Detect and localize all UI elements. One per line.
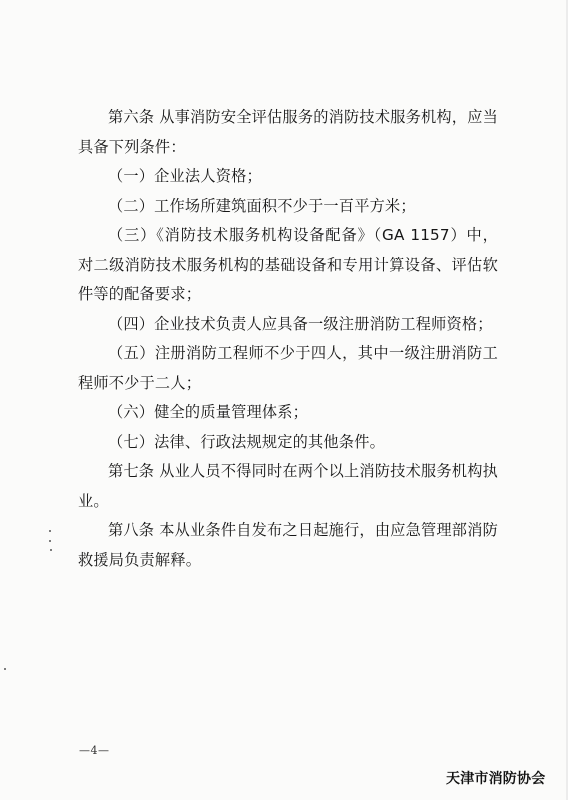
page-number: —4—: [79, 744, 110, 757]
watermark-organization: 天津市消防协会: [446, 771, 546, 787]
article-6-item-7: （七）法律、行政法规规定的其他条件。: [108, 432, 385, 451]
scan-speck: [49, 530, 51, 532]
scan-speck: [50, 549, 52, 551]
article-7: 第七条 从业人员不得同时在两个以上消防技术服务机构执业。: [78, 462, 498, 510]
article-8: 第八条 本从业条件自发布之日起施行，由应急管理部消防救援局负责解释。: [78, 521, 498, 569]
article-6: 第六条 从事消防安全评估服务的消防技术服务机构，应当具备下列条件：: [78, 108, 498, 156]
article-6-item-2: （二）工作场所建筑面积不少于一百平方米；: [108, 196, 416, 215]
document-body: [78, 103, 498, 575]
article-6-item-3: （三）《消防技术服务机构设备配备》（GA 1157）中，对二级消防技术服务机构的基础设备和专用计算设备、评估软件等的配备要求；: [78, 226, 498, 303]
scan-speck: [4, 668, 6, 670]
article-6-item-6: （六）健全的质量管理体系；: [108, 403, 309, 421]
scan-speck: [49, 540, 51, 542]
article-6-item-1: （一）企业法人资格；: [108, 167, 262, 185]
article-6-item-5: （五）注册消防工程师不少于四人，其中一级注册消防工程师不少于二人；: [78, 344, 498, 392]
article-6-item-4: （四）企业技术负责人应具备一级注册消防工程师资格；: [108, 314, 493, 333]
